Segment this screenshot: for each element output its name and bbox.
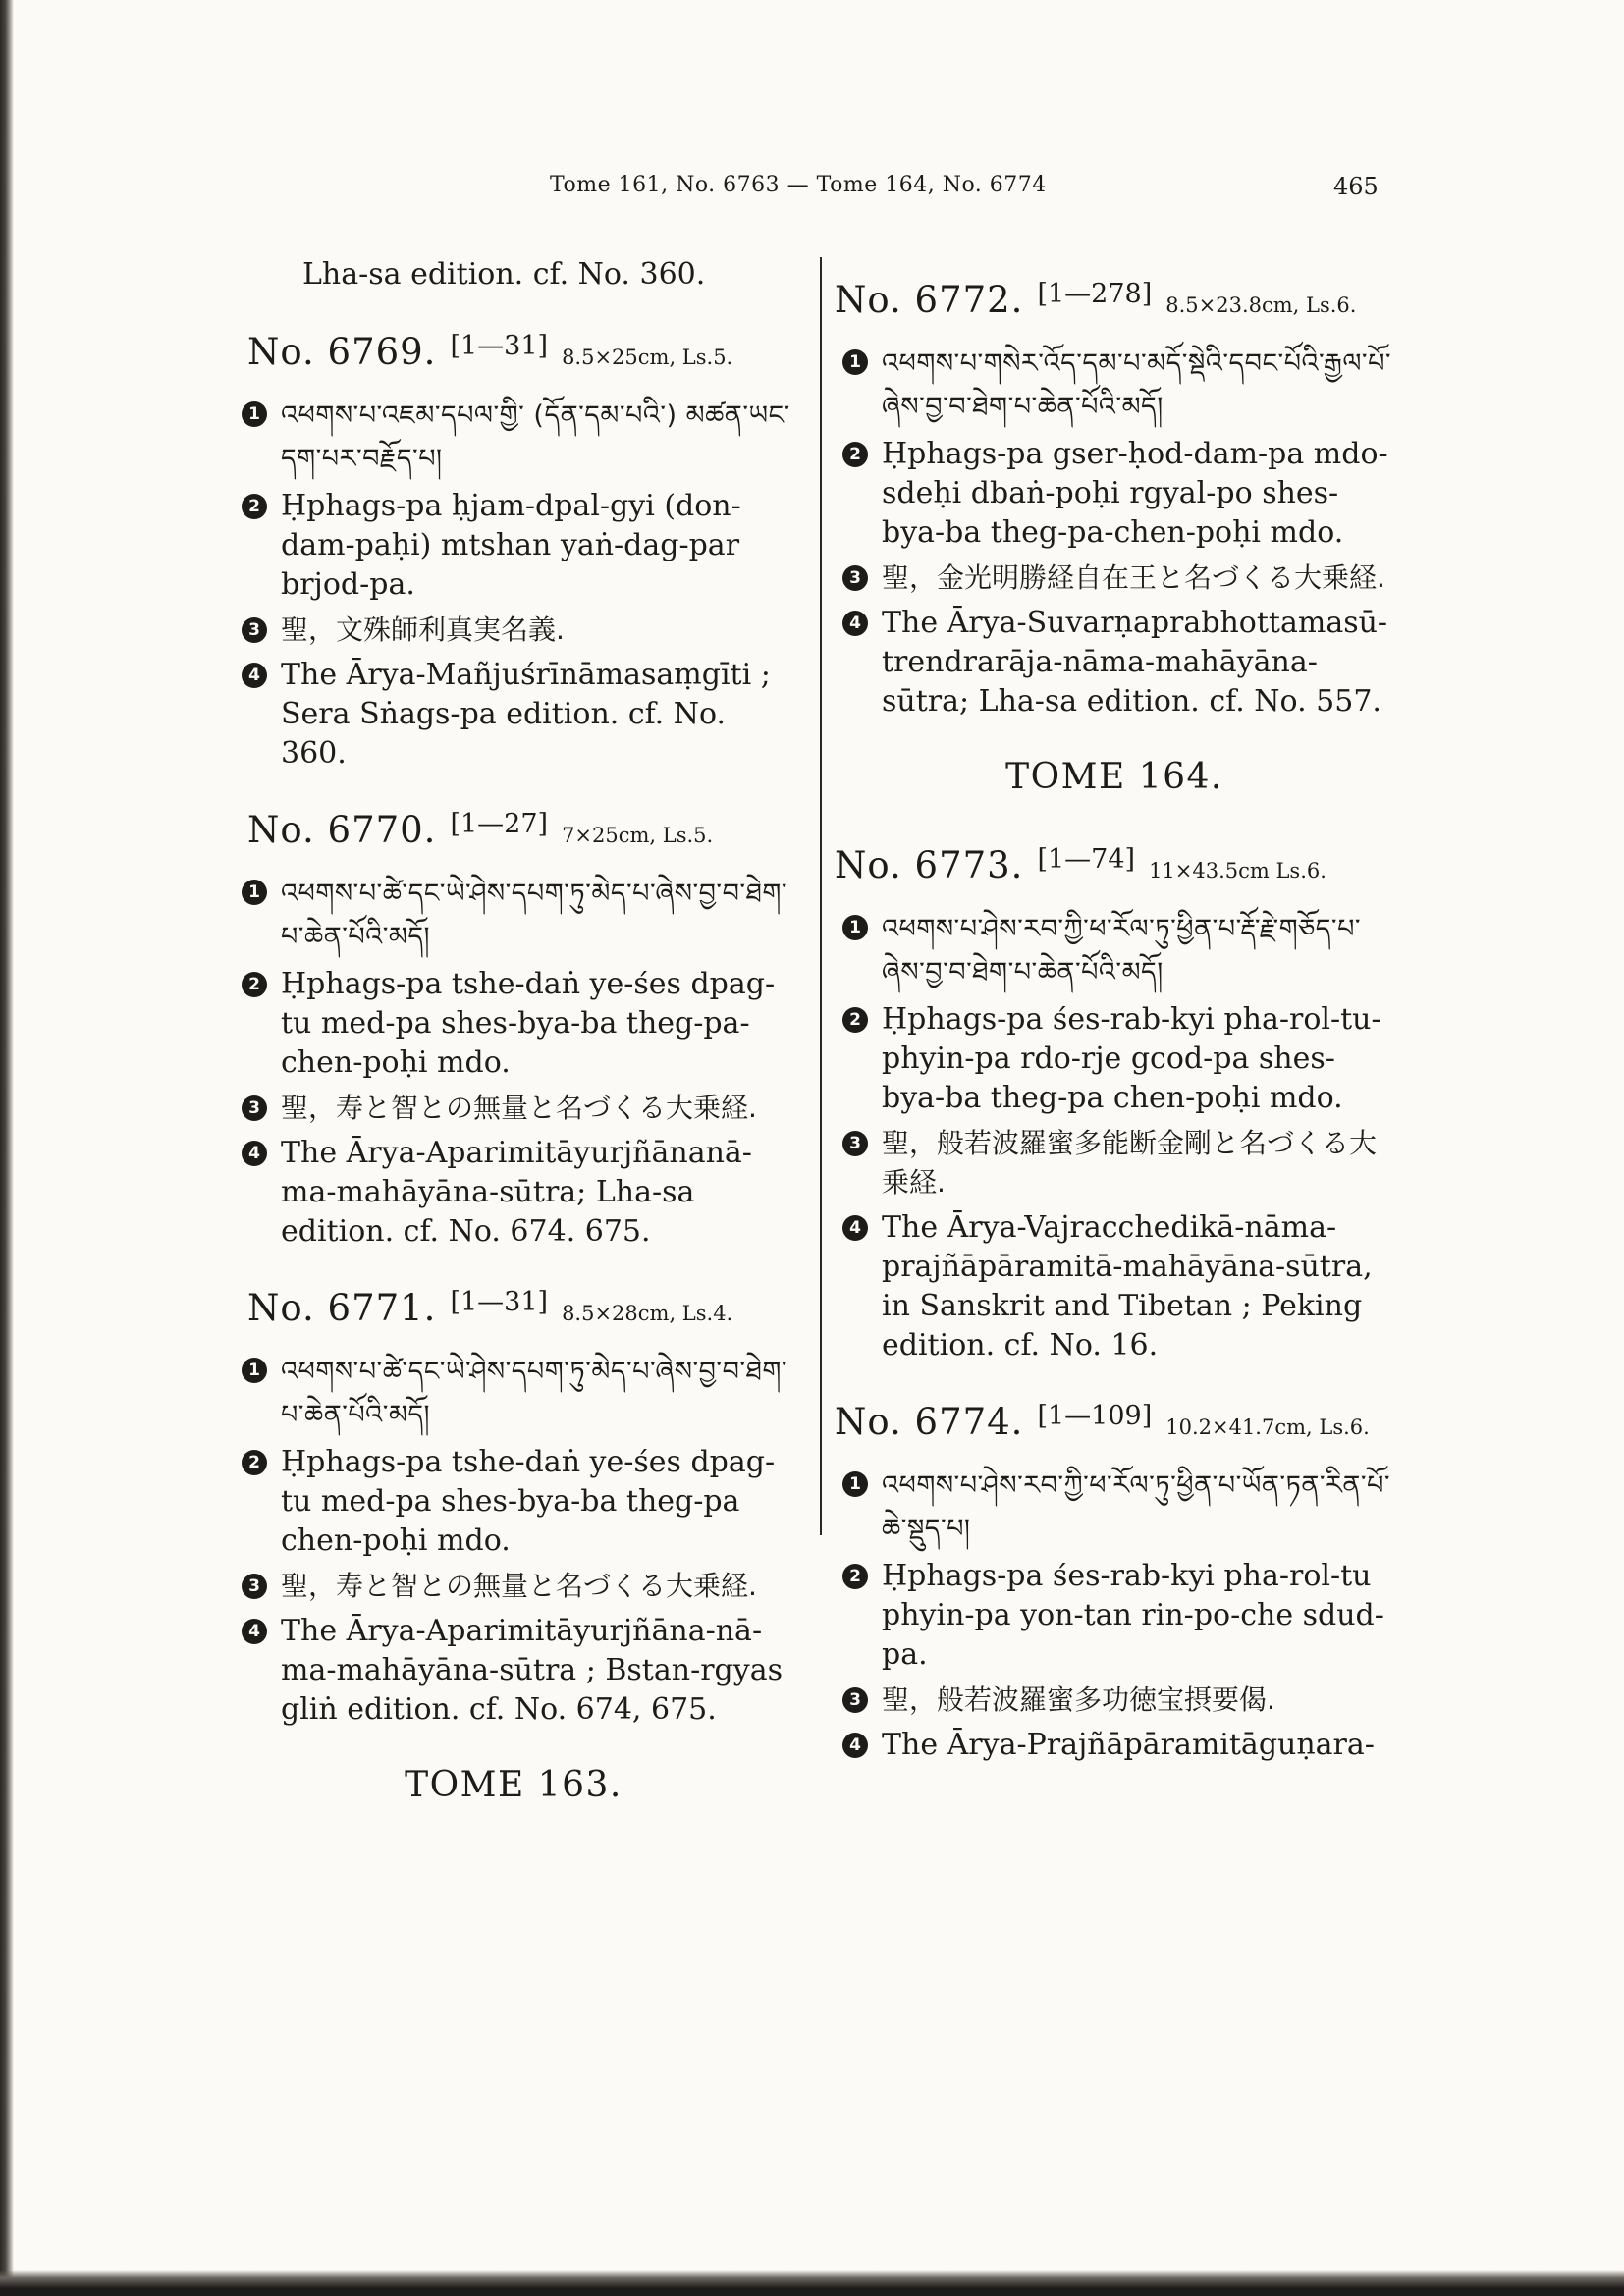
column-divider [820, 257, 822, 1535]
chinese-title [835, 1681, 1394, 1720]
sanskrit-text: The Ārya-Aparimitāyurjñānanā-ma-mahāyāna-sūtra; Lha-sa edition. cf. No. 674. 675. [281, 1136, 752, 1249]
catalog-entry [835, 1401, 1394, 1765]
sanskrit-title [835, 1208, 1394, 1365]
chinese-title [835, 559, 1394, 598]
entry-number: No. 6772. [835, 279, 1024, 321]
chinese-text: 聖，金光明勝経自在王と名づくる大乗経. [882, 561, 1385, 594]
page-size: 10.2×41.7cm, Ls.6. [1165, 1415, 1370, 1439]
circled-number-icon: 2 [242, 1450, 267, 1475]
circled-number-icon: 1 [842, 1471, 868, 1497]
sanskrit-title [234, 656, 793, 774]
right-column [835, 279, 1394, 1800]
entry-number: No. 6770. [247, 809, 437, 851]
circled-number-icon: 3 [842, 1687, 868, 1713]
page-size: 8.5×23.8cm, Ls.6. [1165, 294, 1357, 317]
circled-number-icon: 2 [842, 1007, 868, 1033]
entry-number: No. 6773. [835, 844, 1024, 886]
catalog-entry [234, 809, 793, 1252]
circled-number-icon: 3 [242, 1574, 267, 1599]
transliteration [234, 1443, 793, 1561]
page-size: 7×25cm, Ls.5. [562, 824, 714, 847]
sanskrit-text: The Ārya-Vajracchedikā-nāma-prajñāpāramitā-mahāyāna-sūtra, in Sanskrit and Tibetan ; Peking edition. cf. No. 16. [882, 1210, 1373, 1362]
folio-range: [1—27] [450, 809, 549, 839]
tome-heading: TOME 163. [405, 1765, 623, 1805]
circled-number-icon: 4 [242, 1619, 267, 1644]
chinese-title [234, 1089, 793, 1128]
circled-number-icon: 1 [242, 880, 267, 905]
transliteration-text: Ḥphags-pa tshe-daṅ ye-śes dpag-tu med-pa shes-bya-ba theg-pa chen-poḥi mdo. [281, 1445, 776, 1558]
transliteration [234, 965, 793, 1083]
transliteration [234, 487, 793, 605]
folio-range: [1—74] [1037, 844, 1136, 875]
circled-number-icon: 1 [242, 1358, 267, 1383]
entry-header [835, 844, 1394, 886]
tibetan-title [234, 1351, 793, 1437]
tibetan-title [835, 1465, 1394, 1551]
entry-number: No. 6774. [835, 1401, 1024, 1443]
tibetan-text: འཕགས་པ་ཚེ་དང་ཡེ་ཤེས་དཔག་ཏུ་མེད་པ་ཞེས་བྱ་བ་ཐེག་པ་ཆེན་པོའི་མདོ། [281, 879, 788, 952]
transliteration [835, 1557, 1394, 1675]
circled-number-icon: 2 [842, 442, 868, 467]
scan-bottom-edge [0, 2270, 1624, 2296]
tibetan-text: འཕགས་པ་ཚེ་དང་ཡེ་ཤེས་དཔག་ཏུ་མེད་པ་ཞེས་བྱ་བ་ཐེག་པ་ཆེན་པོའི་མདོ། [281, 1357, 788, 1430]
chinese-title [234, 611, 793, 650]
tibetan-text: འཕགས་པ་འཇམ་དཔལ་གྱི་ (དོན་དམ་པའི་) མཚན་ཡང་དག་པར་བརྗོད་པ། [281, 400, 790, 474]
chinese-text: 聖，文殊師利真実名義. [281, 614, 565, 646]
chinese-text: 聖，般若波羅蜜多功徳宝摂要偈. [882, 1683, 1275, 1716]
circled-number-icon: 2 [842, 1564, 868, 1589]
entry-number: No. 6771. [247, 1287, 437, 1329]
entry-header [247, 1287, 793, 1329]
tibetan-text: འཕགས་པ་གསེར་འོད་དམ་པ་མདོ་སྡེའི་དབང་པོའི་རྒྱལ་པོ་ཞེས་བྱ་བ་ཐེག་པ་ཆེན་པོའི་མདོ། [882, 348, 1392, 422]
tibetan-text: འཕགས་པ་ཤེས་རབ་ཀྱི་ཕ་རོལ་ཏུ་ཕྱིན་པ་རྡོ་རྗེ་གཅོད་པ་ཞེས་བྱ་བ་ཐེག་པ་ཆེན་པོའི་མདོ། [882, 914, 1362, 988]
catalog-entry [234, 331, 793, 774]
circled-number-icon: 4 [842, 611, 868, 636]
tome-heading: TOME 164. [1005, 757, 1223, 797]
chinese-text: 聖，寿と智との無量と名づくる大乗経. [281, 1570, 757, 1602]
circled-number-icon: 1 [842, 915, 868, 940]
scan-edge [0, 0, 14, 2296]
circled-number-icon: 3 [842, 565, 868, 591]
circled-number-icon: 1 [242, 401, 267, 427]
chinese-title [835, 1124, 1394, 1202]
running-title: Tome 161, No. 6763 — Tome 164, No. 6774 [550, 173, 1047, 197]
circled-number-icon: 4 [842, 1733, 868, 1758]
transliteration-text: Ḥphags-pa śes-rab-kyi pha-rol-tu phyin-pa yon-tan rin-po-che sdud-pa. [882, 1559, 1384, 1672]
folio-range: [1—31] [450, 331, 549, 361]
transliteration [835, 1000, 1394, 1118]
chinese-title [234, 1567, 793, 1606]
page-size: 8.5×25cm, Ls.5. [562, 346, 733, 369]
tibetan-title [835, 343, 1394, 429]
entry-number: No. 6769. [247, 331, 437, 373]
circled-number-icon: 2 [242, 494, 267, 519]
entry-header [247, 809, 793, 851]
circled-number-icon: 3 [242, 1095, 267, 1121]
transliteration [835, 435, 1394, 553]
page-size: 8.5×28cm, Ls.4. [562, 1302, 733, 1325]
circled-number-icon: 4 [242, 1141, 267, 1166]
sanskrit-text: The Ārya-Aparimitāyurjñāna-nā-ma-mahāyāna-sūtra ; Bstan-rgyas gliṅ edition. cf. No. 674, 675. [281, 1614, 783, 1727]
sanskrit-title [835, 604, 1394, 721]
entry-header [835, 279, 1394, 321]
page-size: 11×43.5cm Ls.6. [1149, 859, 1326, 882]
page-number: 465 [1333, 173, 1379, 200]
sanskrit-text: The Ārya-Mañjuśrīnāmasaṃgīti ; Sera Sṅags-pa edition. cf. No. 360. [281, 658, 771, 771]
sanskrit-title [234, 1134, 793, 1252]
circled-number-icon: 4 [242, 663, 267, 688]
left-column [234, 257, 793, 1852]
chinese-text: 聖，般若波羅蜜多能断金剛と名づくる大乗経. [882, 1127, 1378, 1199]
transliteration-text: Ḥphags-pa tshe-daṅ ye-śes dpag-tu med-pa shes-bya-ba theg-pa-chen-poḥi mdo. [281, 967, 776, 1080]
tibetan-title [234, 873, 793, 959]
entry-header [835, 1401, 1394, 1443]
circled-number-icon: 2 [242, 972, 267, 997]
tibetan-title [234, 395, 793, 481]
folio-range: [1—31] [450, 1287, 549, 1317]
tibetan-text: འཕགས་པ་ཤེས་རབ་ཀྱི་ཕ་རོལ་ཏུ་ཕྱིན་པ་ཡོན་ཏན་རིན་པོ་ཆེ་སྡུད་པ། [882, 1470, 1390, 1544]
folio-range: [1—278] [1037, 279, 1153, 309]
circled-number-icon: 1 [842, 349, 868, 375]
transliteration-text: Ḥphags-pa ḥjam-dpal-gyi (don-dam-paḥi) mtshan yaṅ-dag-par brjod-pa. [281, 489, 741, 602]
circled-number-icon: 3 [242, 617, 267, 643]
entry-header [247, 331, 793, 373]
continuation-text: Lha-sa edition. cf. No. 360. [302, 257, 706, 292]
catalog-entry [234, 1287, 793, 1730]
sanskrit-title [835, 1726, 1394, 1765]
circled-number-icon: 3 [842, 1131, 868, 1156]
sanskrit-title [234, 1612, 793, 1730]
transliteration-text: Ḥphags-pa gser-ḥod-dam-pa mdo-sdeḥi dbaṅ-poḥi rgyal-po shes-bya-ba theg-pa-chen-poḥi mdo. [882, 437, 1388, 550]
folio-range: [1—109] [1037, 1401, 1153, 1431]
transliteration-text: Ḥphags-pa śes-rab-kyi pha-rol-tu-phyin-pa rdo-rje gcod-pa shes-bya-ba theg-pa chen-poḥi mdo. [882, 1002, 1381, 1115]
catalog-entry [835, 279, 1394, 721]
tibetan-title [835, 908, 1394, 994]
chinese-text: 聖，寿と智との無量と名づくる大乗経. [281, 1092, 757, 1124]
sanskrit-text: The Ārya-Prajñāpāramitāguṇara- [882, 1728, 1375, 1762]
sanskrit-text: The Ārya-Suvarṇaprabhottamasū-trendrarāja-nāma-mahāyāna-sūtra; Lha-sa edition. cf. No. 557. [882, 606, 1388, 719]
circled-number-icon: 4 [842, 1215, 868, 1241]
catalog-entry [835, 844, 1394, 1365]
